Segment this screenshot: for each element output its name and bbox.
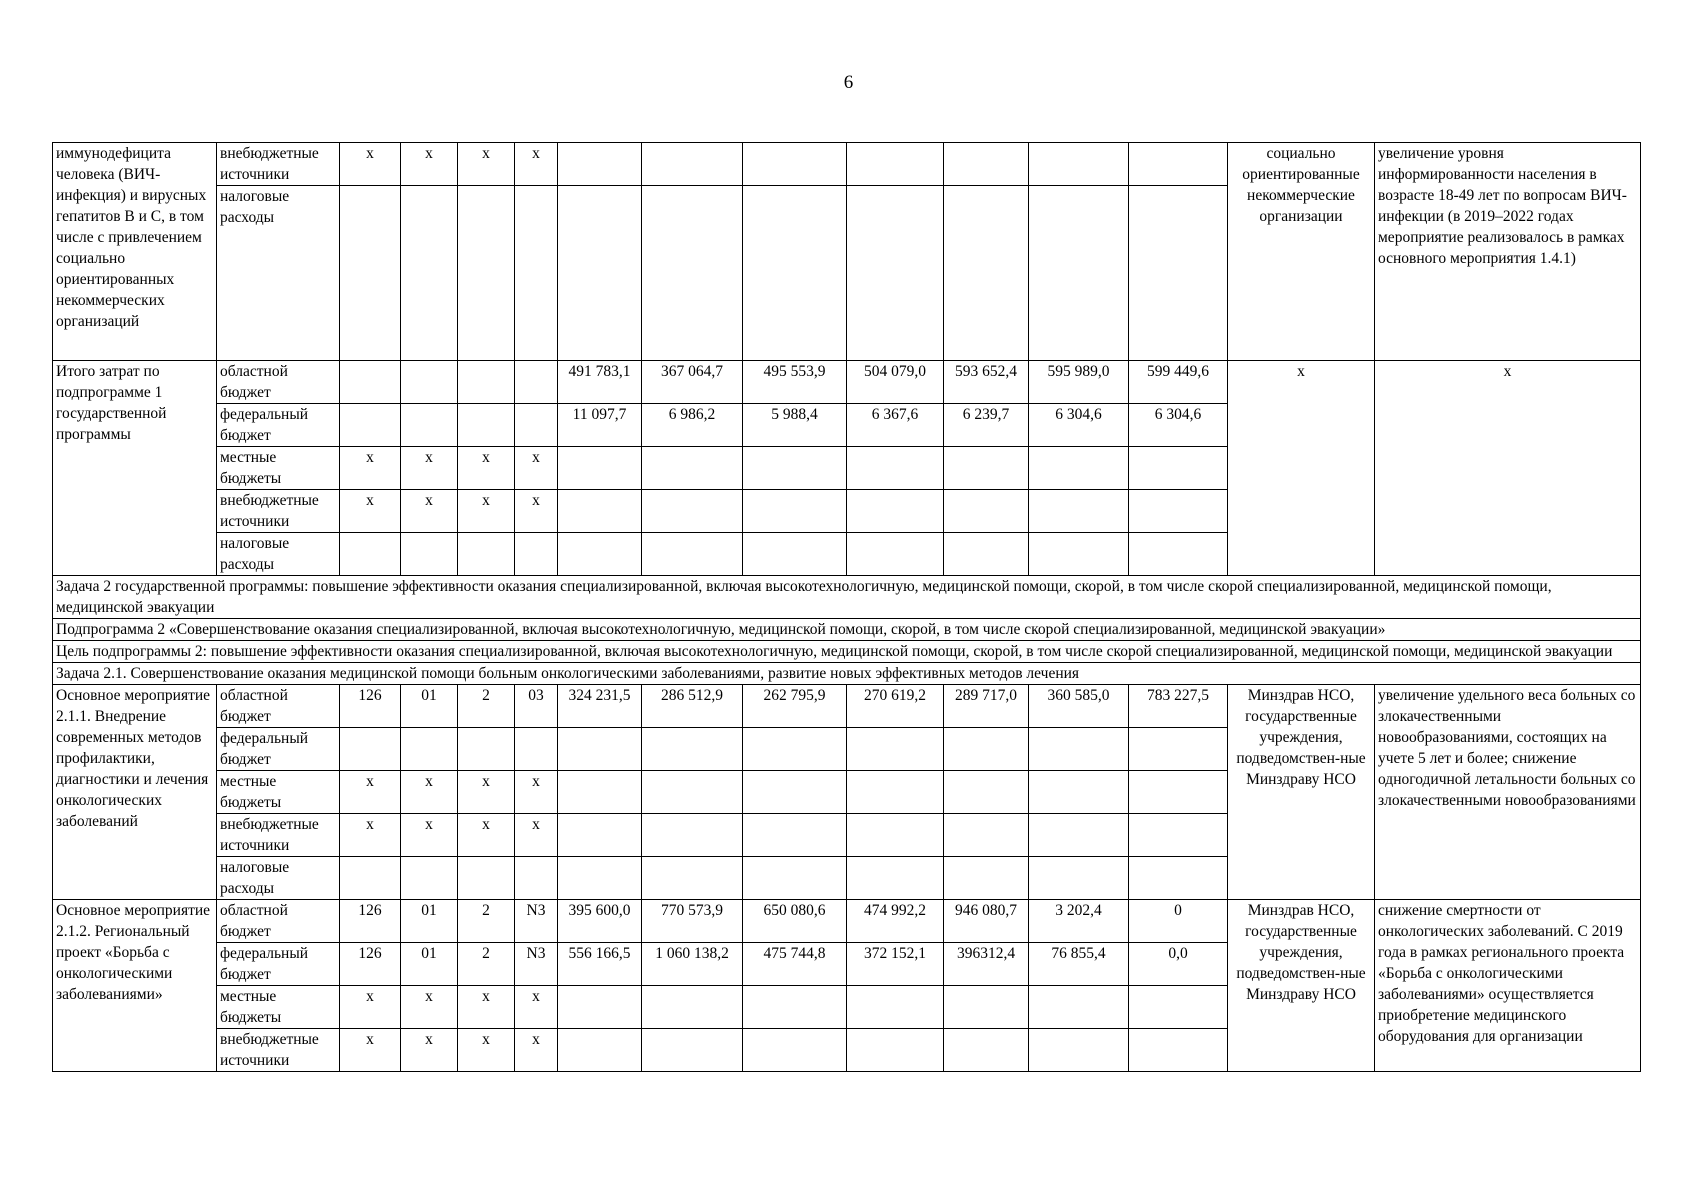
budget-code-cell: х xyxy=(401,447,458,490)
section-heading: Подпрограмма 2 «Совершенствование оказания специализированной, включая высокотехнологичную, медицинской помощи, скорой, в том числе скорой специализированной, медицинской эвакуации» xyxy=(53,619,1641,641)
amount-cell xyxy=(558,533,642,576)
budget-code-cell xyxy=(458,728,515,771)
amount-cell: 6 304,6 xyxy=(1029,404,1129,447)
amount-cell xyxy=(944,814,1029,857)
budget-code-cell xyxy=(515,186,558,361)
table-row xyxy=(53,361,1641,404)
amount-cell xyxy=(1029,1029,1129,1072)
budget-code-cell: х xyxy=(458,490,515,533)
amount-cell xyxy=(847,986,944,1029)
amount-cell xyxy=(1129,857,1228,900)
amount-cell: 5 988,4 xyxy=(743,404,847,447)
budget-code-cell: х xyxy=(401,986,458,1029)
budget-code-cell: 2 xyxy=(458,900,515,943)
budget-code-cell: N3 xyxy=(515,900,558,943)
budget-code-cell xyxy=(340,857,401,900)
measure-name-cell: Основное мероприятие 2.1.2. Региональный проект «Борьба с онкологическими заболеваниями» xyxy=(53,900,217,1072)
funding-source-cell: областной бюджет xyxy=(217,685,340,728)
table-row xyxy=(53,619,1641,641)
budget-code-cell xyxy=(515,404,558,447)
budget-code-cell xyxy=(340,728,401,771)
budget-code-cell xyxy=(515,857,558,900)
amount-cell: 76 855,4 xyxy=(1029,943,1129,986)
amount-cell xyxy=(743,533,847,576)
budget-code-cell: х xyxy=(340,447,401,490)
amount-cell xyxy=(944,143,1029,186)
amount-cell: 6 367,6 xyxy=(847,404,944,447)
amount-cell xyxy=(944,771,1029,814)
funding-source-cell: местные бюджеты xyxy=(217,447,340,490)
amount-cell xyxy=(944,986,1029,1029)
amount-cell xyxy=(642,186,743,361)
budget-code-cell xyxy=(340,404,401,447)
budget-code-cell: х xyxy=(340,490,401,533)
budget-code-cell: х xyxy=(515,447,558,490)
budget-code-cell: х xyxy=(340,143,401,186)
amount-cell xyxy=(1029,728,1129,771)
amount-cell xyxy=(1029,857,1129,900)
budget-code-cell: х xyxy=(515,490,558,533)
budget-code-cell: х xyxy=(340,986,401,1029)
amount-cell xyxy=(1129,814,1228,857)
amount-cell xyxy=(944,490,1029,533)
amount-cell: 367 064,7 xyxy=(642,361,743,404)
amount-cell xyxy=(944,1029,1029,1072)
budget-code-cell: х xyxy=(458,1029,515,1072)
amount-cell xyxy=(1129,1029,1228,1072)
amount-cell xyxy=(743,814,847,857)
budget-code-cell: 03 xyxy=(515,685,558,728)
amount-cell xyxy=(558,986,642,1029)
budget-code-cell: х xyxy=(401,814,458,857)
amount-cell: 360 585,0 xyxy=(1029,685,1129,728)
amount-cell: 6 986,2 xyxy=(642,404,743,447)
measure-name-cell: Основное мероприятие 2.1.1. Внедрение современных методов профилактики, диагностики и лечения онкологических заболеваний xyxy=(53,685,217,900)
amount-cell xyxy=(847,447,944,490)
budget-code-cell: х xyxy=(401,1029,458,1072)
budget-code-cell: х xyxy=(340,1029,401,1072)
amount-cell: 475 744,8 xyxy=(743,943,847,986)
budget-code-cell: х xyxy=(401,771,458,814)
amount-cell: 0,0 xyxy=(1129,943,1228,986)
amount-cell xyxy=(642,814,743,857)
funding-source-cell: внебюджетные источники xyxy=(217,490,340,533)
amount-cell xyxy=(944,728,1029,771)
amount-cell xyxy=(743,1029,847,1072)
budget-code-cell xyxy=(401,728,458,771)
result-cell: увеличение уровня информированности населения в возрасте 18-49 лет по вопросам ВИЧ-инфекции (в 2019–2022 годах мероприятие реализовалось в рамках основного мероприятия 1.4.1) xyxy=(1375,143,1641,361)
budget-code-cell xyxy=(401,533,458,576)
table-row xyxy=(53,685,1641,728)
amount-cell: 324 231,5 xyxy=(558,685,642,728)
amount-cell xyxy=(1029,447,1129,490)
amount-cell: 372 152,1 xyxy=(847,943,944,986)
amount-cell xyxy=(743,143,847,186)
amount-cell xyxy=(1029,490,1129,533)
amount-cell xyxy=(743,728,847,771)
amount-cell: 262 795,9 xyxy=(743,685,847,728)
budget-code-cell: 01 xyxy=(401,685,458,728)
budget-code-cell: х xyxy=(515,771,558,814)
amount-cell xyxy=(1029,533,1129,576)
result-cell: х xyxy=(1375,361,1641,576)
amount-cell xyxy=(944,857,1029,900)
amount-cell xyxy=(558,143,642,186)
budget-code-cell: 126 xyxy=(340,685,401,728)
budget-code-cell xyxy=(401,857,458,900)
amount-cell xyxy=(1129,447,1228,490)
budget-code-cell xyxy=(458,404,515,447)
amount-cell: 650 080,6 xyxy=(743,900,847,943)
budget-code-cell: х xyxy=(458,986,515,1029)
budget-code-cell: х xyxy=(401,143,458,186)
amount-cell xyxy=(642,1029,743,1072)
amount-cell: 286 512,9 xyxy=(642,685,743,728)
budget-code-cell: х xyxy=(515,814,558,857)
amount-cell: 474 992,2 xyxy=(847,900,944,943)
amount-cell: 491 783,1 xyxy=(558,361,642,404)
amount-cell: 11 097,7 xyxy=(558,404,642,447)
amount-cell: 0 xyxy=(1129,900,1228,943)
amount-cell: 396312,4 xyxy=(944,943,1029,986)
amount-cell xyxy=(642,771,743,814)
amount-cell xyxy=(558,857,642,900)
budget-code-cell: х xyxy=(515,1029,558,1072)
amount-cell xyxy=(944,186,1029,361)
amount-cell xyxy=(944,533,1029,576)
budget-code-cell: х xyxy=(340,771,401,814)
executor-cell: Минздрав НСО, государственные учреждения, подведомствен-ные Минздраву НСО xyxy=(1228,685,1375,900)
amount-cell xyxy=(558,186,642,361)
budget-code-cell xyxy=(515,728,558,771)
page-number: 6 xyxy=(843,72,854,93)
amount-cell xyxy=(558,814,642,857)
amount-cell: 770 573,9 xyxy=(642,900,743,943)
funding-source-cell: налоговые расходы xyxy=(217,186,340,361)
funding-source-cell: местные бюджеты xyxy=(217,771,340,814)
amount-cell xyxy=(847,771,944,814)
budget-code-cell xyxy=(458,533,515,576)
budget-code-cell: х xyxy=(340,814,401,857)
amount-cell xyxy=(1129,186,1228,361)
funding-source-cell: федеральный бюджет xyxy=(217,404,340,447)
amount-cell xyxy=(847,1029,944,1072)
budget-code-cell: 01 xyxy=(401,900,458,943)
amount-cell xyxy=(743,857,847,900)
amount-cell xyxy=(1029,814,1129,857)
amount-cell xyxy=(1029,771,1129,814)
budget-code-cell: х xyxy=(401,490,458,533)
budget-code-cell: 2 xyxy=(458,685,515,728)
amount-cell xyxy=(1129,728,1228,771)
amount-cell: 504 079,0 xyxy=(847,361,944,404)
amount-cell xyxy=(1129,490,1228,533)
amount-cell xyxy=(743,186,847,361)
measure-name-cell: иммунодефицита человека (ВИЧ-инфекция) и вирусных гепатитов В и С, в том числе с привлечением социально ориентированных некоммерческих организаций xyxy=(53,143,217,361)
amount-cell xyxy=(642,533,743,576)
section-heading: Цель подпрограммы 2: повышение эффективности оказания специализированной, включая высокотехнологичную, медицинской помощи, скорой, в том числе скорой специализированной, медицинской помощи, медицинской эвакуации xyxy=(53,641,1641,663)
amount-cell: 495 553,9 xyxy=(743,361,847,404)
amount-cell: 599 449,6 xyxy=(1129,361,1228,404)
amount-cell xyxy=(847,728,944,771)
executor-cell: х xyxy=(1228,361,1375,576)
budget-code-cell: х xyxy=(458,447,515,490)
budget-code-cell: 126 xyxy=(340,943,401,986)
budget-code-cell xyxy=(340,533,401,576)
amount-cell xyxy=(743,771,847,814)
amount-cell xyxy=(1129,533,1228,576)
funding-source-cell: налоговые расходы xyxy=(217,533,340,576)
funding-source-cell: налоговые расходы xyxy=(217,857,340,900)
funding-source-cell: внебюджетные источники xyxy=(217,814,340,857)
amount-cell xyxy=(642,986,743,1029)
budget-code-cell: 126 xyxy=(340,900,401,943)
amount-cell xyxy=(743,490,847,533)
amount-cell: 595 989,0 xyxy=(1029,361,1129,404)
budget-code-cell: N3 xyxy=(515,943,558,986)
result-cell: увеличение удельного веса больных со злокачественными новообразованиями, состоящих на учете 5 лет и более; снижение одногодичной летальности больных со злокачественными новообразованиями xyxy=(1375,685,1641,900)
section-heading: Задача 2 государственной программы: повышение эффективности оказания специализированной, включая высокотехнологичную, медицинской помощи, скорой, в том числе скорой специализированной, медицинской помощи, медицинской эвакуации xyxy=(53,576,1641,619)
budget-code-cell xyxy=(340,361,401,404)
amount-cell xyxy=(1129,143,1228,186)
amount-cell: 1 060 138,2 xyxy=(642,943,743,986)
amount-cell xyxy=(1029,986,1129,1029)
amount-cell: 270 619,2 xyxy=(847,685,944,728)
amount-cell xyxy=(1129,771,1228,814)
funding-source-cell: областной бюджет xyxy=(217,900,340,943)
budget-code-cell xyxy=(458,361,515,404)
budget-code-cell xyxy=(401,186,458,361)
funding-source-cell: внебюджетные источники xyxy=(217,143,340,186)
funding-source-cell: федеральный бюджет xyxy=(217,943,340,986)
table-row xyxy=(53,900,1641,943)
amount-cell: 3 202,4 xyxy=(1029,900,1129,943)
amount-cell: 395 600,0 xyxy=(558,900,642,943)
amount-cell: 946 080,7 xyxy=(944,900,1029,943)
funding-source-cell: областной бюджет xyxy=(217,361,340,404)
amount-cell xyxy=(847,186,944,361)
table-row xyxy=(53,576,1641,619)
amount-cell: 289 717,0 xyxy=(944,685,1029,728)
amount-cell xyxy=(558,728,642,771)
amount-cell xyxy=(558,771,642,814)
amount-cell xyxy=(558,1029,642,1072)
amount-cell xyxy=(847,143,944,186)
budget-code-cell xyxy=(515,533,558,576)
budget-code-cell: х xyxy=(458,143,515,186)
amount-cell xyxy=(558,447,642,490)
amount-cell xyxy=(847,857,944,900)
section-heading: Задача 2.1. Совершенствование оказания медицинской помощи больным онкологическими заболеваниями, развитие новых эффективных методов лечения xyxy=(53,663,1641,685)
budget-code-cell xyxy=(458,857,515,900)
amount-cell xyxy=(1029,143,1129,186)
amount-cell: 556 166,5 xyxy=(558,943,642,986)
amount-cell xyxy=(847,533,944,576)
executor-cell: социально ориентированные некоммерческие организации xyxy=(1228,143,1375,361)
measure-name-cell: Итого затрат по подпрограмме 1 государственной программы xyxy=(53,361,217,576)
executor-cell: Минздрав НСО, государственные учреждения, подведомствен-ные Минздраву НСО xyxy=(1228,900,1375,1072)
amount-cell xyxy=(944,447,1029,490)
budget-code-cell: 01 xyxy=(401,943,458,986)
budget-code-cell: 2 xyxy=(458,943,515,986)
amount-cell xyxy=(642,447,743,490)
result-cell: снижение смертности от онкологических заболеваний. С 2019 года в рамках регионального проекта «Борьба с онкологическими заболеваниями» осуществляется приобретение медицинского оборудования для организации xyxy=(1375,900,1641,1072)
budget-code-cell xyxy=(458,186,515,361)
funding-source-cell: федеральный бюджет xyxy=(217,728,340,771)
amount-cell xyxy=(642,728,743,771)
table-body xyxy=(53,143,1641,1072)
amount-cell xyxy=(743,986,847,1029)
table-row xyxy=(53,663,1641,685)
budget-code-cell: х xyxy=(515,143,558,186)
table-row xyxy=(53,641,1641,663)
budget-code-cell xyxy=(401,404,458,447)
budget-code-cell: х xyxy=(515,986,558,1029)
amount-cell xyxy=(1129,986,1228,1029)
amount-cell: 593 652,4 xyxy=(944,361,1029,404)
amount-cell xyxy=(1029,186,1129,361)
amount-cell xyxy=(642,857,743,900)
budget-code-cell xyxy=(515,361,558,404)
budget-code-cell: х xyxy=(458,814,515,857)
amount-cell xyxy=(642,490,743,533)
amount-cell: 6 239,7 xyxy=(944,404,1029,447)
funding-source-cell: местные бюджеты xyxy=(217,986,340,1029)
program-table xyxy=(52,142,1641,1072)
funding-source-cell: внебюджетные источники xyxy=(217,1029,340,1072)
budget-code-cell xyxy=(340,186,401,361)
amount-cell xyxy=(847,814,944,857)
amount-cell xyxy=(558,490,642,533)
table-row xyxy=(53,143,1641,186)
budget-code-cell xyxy=(401,361,458,404)
amount-cell: 6 304,6 xyxy=(1129,404,1228,447)
amount-cell: 783 227,5 xyxy=(1129,685,1228,728)
amount-cell xyxy=(847,490,944,533)
amount-cell xyxy=(642,143,743,186)
amount-cell xyxy=(743,447,847,490)
budget-code-cell: х xyxy=(458,771,515,814)
